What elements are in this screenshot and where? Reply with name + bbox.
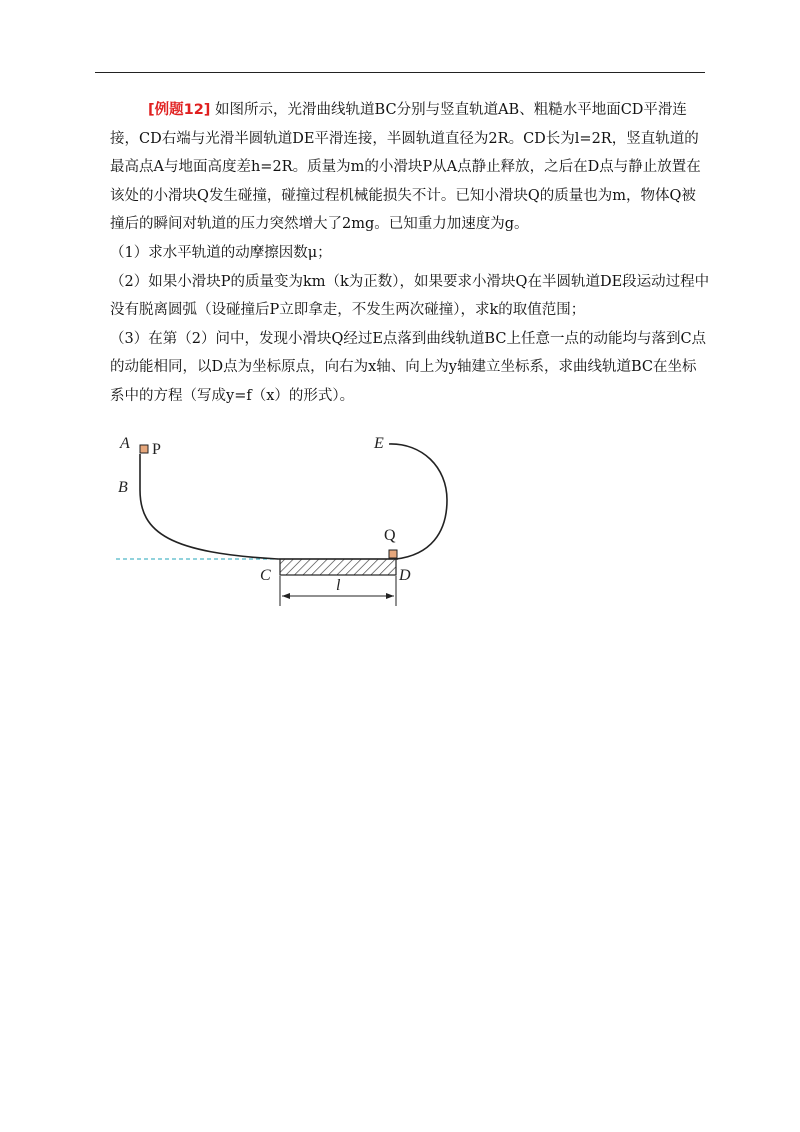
- problem-intro: [110, 96, 710, 239]
- label-e: E: [374, 435, 384, 452]
- rough-ground-cd: [280, 559, 396, 575]
- track-diagram: [110, 428, 470, 610]
- block-q: [389, 550, 397, 558]
- label-p: P: [152, 441, 161, 458]
- intro-text: 如图所示，光滑曲线轨道BC分别与竖直轨道AB、粗糙水平地面CD平滑连接，CD右端与光滑半圆轨道DE平滑连接，半圆轨道直径为2R。CD长为l=2R，竖直轨道的最高点A与地面高度差h=2R。质量为m的小滑块P从A点静止释放，之后在D点与静止放置在该处的小滑块Q发生碰撞，碰撞过程机械能损失不计。已知小滑块Q的质量也为m，物体Q被撞后的瞬间对轨道的压力突然增大了2mg。已知重力加速度为g。: [110, 102, 701, 233]
- problem-text: [110, 96, 710, 411]
- label-q: Q: [384, 527, 396, 544]
- label-b: B: [118, 479, 128, 496]
- question-3: （3）在第（2）问中，发现小滑块Q经过E点落到曲线轨道BC上任意一点的动能均与落到C点的动能相同，以D点为坐标原点，向右为x轴、向上为y轴建立坐标系，求曲线轨道BC在坐标系中的方程（写成y=f（x）的形式）。: [110, 330, 707, 404]
- question-2: （2）如果小滑块P的质量变为km（k为正数），如果要求小滑块Q在半圆轨道DE段运动过程中没有脱离圆弧（设碰撞后P立即拿走，不发生两次碰撞），求k的取值范围；: [110, 273, 710, 319]
- track-abc: [140, 454, 278, 559]
- example-tag: [例题12]: [148, 102, 211, 118]
- question-1: （1）求水平轨道的动摩擦因数μ；: [110, 244, 332, 261]
- block-p: [140, 445, 148, 453]
- dimension-arrow-right: [386, 593, 394, 599]
- label-d: D: [399, 567, 411, 584]
- header-rule: [95, 72, 705, 73]
- semicircle-track-de: [389, 444, 447, 559]
- label-l: l: [336, 577, 341, 594]
- label-c: C: [260, 567, 271, 584]
- label-a: A: [120, 435, 130, 452]
- dimension-arrow-left: [282, 593, 290, 599]
